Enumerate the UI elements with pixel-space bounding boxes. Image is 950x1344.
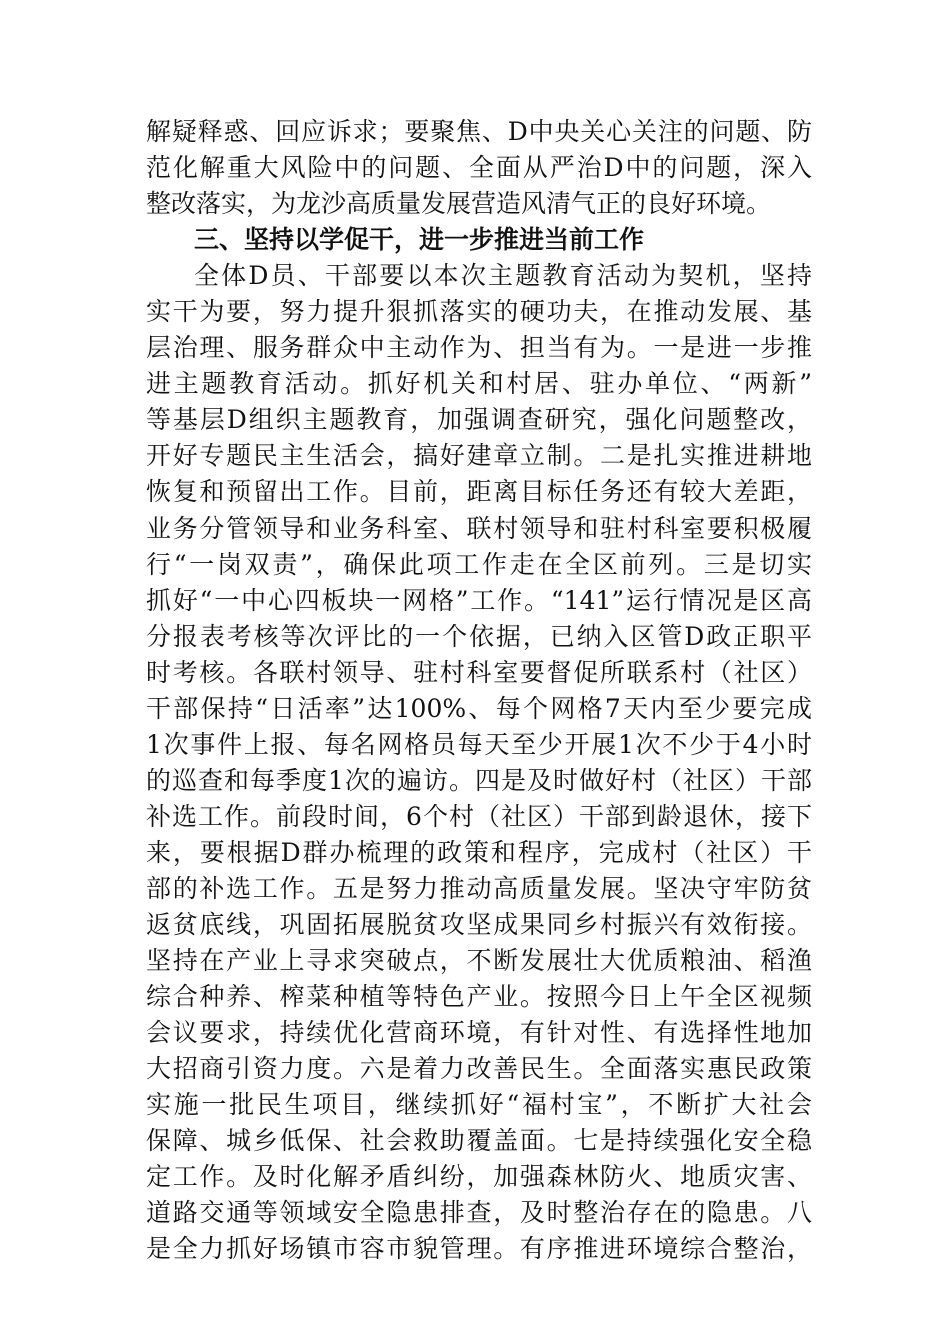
- text-line: 开好专题民主生活会，搞好建章立制。二是扎实推进耕地: [146, 441, 812, 471]
- text-line: 返贫底线，巩固拓展脱贫攻坚成果同乡村振兴有效衔接。: [146, 910, 812, 940]
- text-line: 实干为要，努力提升狠抓落实的硬功夫，在推动发展、基: [146, 297, 812, 327]
- text-line: 来，要根据D群办梳理的政策和程序，完成村（社区）干: [146, 837, 812, 867]
- text-line: 补选工作。前段时间，6个村（社区）干部到龄退休，接下: [146, 801, 812, 831]
- text-line: 定工作。及时化解矛盾纠纷，加强森林防火、地质灾害、: [146, 1162, 812, 1192]
- text-line: 行“一岗双责”，确保此项工作走在全区前列。三是切实: [146, 549, 812, 579]
- text-line: 解疑释惑、回应诉求；要聚焦、D中央关心关注的问题、防: [146, 117, 812, 146]
- text-line: 进主题教育活动。抓好机关和村居、驻办单位、“两新”: [146, 369, 812, 399]
- text-line: 业务分管领导和业务科室、联村领导和驻村科室要积极履: [146, 513, 812, 543]
- text-line: 时考核。各联村领导、驻村科室要督促所联系村（社区）: [146, 657, 812, 687]
- text-line: 道路交通等领域安全隐患排查，及时整治存在的隐患。八: [146, 1198, 812, 1228]
- section-heading: 三、坚持以学促干，进一步推进当前工作: [194, 225, 645, 255]
- text-line: 恢复和预留出工作。目前，距离目标任务还有较大差距，: [146, 477, 812, 507]
- text-line: 全体D员、干部要以本次主题教育活动为契机，坚持: [194, 261, 812, 291]
- text-line: 部的补选工作。五是努力推动高质量发展。坚决守牢防贫: [146, 873, 812, 903]
- text-line: 层治理、服务群众中主动作为、担当有为。一是进一步推: [146, 333, 812, 363]
- text-line: 分报表考核等次评比的一个依据，已纳入区管D政正职平: [146, 621, 812, 651]
- text-line: 范化解重大风险中的问题、全面从严治D中的问题，深入: [146, 153, 812, 183]
- text-line: 坚持在产业上寻求突破点，不断发展壮大优质粮油、稻渔: [146, 946, 812, 976]
- text-line: 大招商引资力度。六是着力改善民生。全面落实惠民政策: [146, 1054, 812, 1084]
- text-line: 保障、城乡低保、社会救助覆盖面。七是持续强化安全稳: [146, 1126, 812, 1156]
- text-line: 是全力抓好场镇市容市貌管理。有序推进环境综合整治，: [146, 1234, 812, 1264]
- body-text: [146, 114, 812, 1268]
- text-line: 等基层D组织主题教育，加强调查研究，强化问题整改，: [146, 405, 812, 435]
- text-line: 干部保持“日活率”达100%、每个网格7天内至少要完成: [146, 693, 812, 723]
- text-line: 整改落实，为龙沙高质量发展营造风清气正的良好环境。: [146, 189, 772, 219]
- text-line: 实施一批民生项目，继续抓好“福村宝”，不断扩大社会: [146, 1090, 812, 1120]
- text-line: 综合种养、榨菜种植等特色产业。按照今日上午全区视频: [146, 982, 812, 1012]
- text-line: 会议要求，持续优化营商环境，有针对性、有选择性地加: [146, 1018, 812, 1048]
- text-line: 的巡查和每季度1次的遍访。四是及时做好村（社区）干部: [146, 765, 812, 795]
- text-line: 1次事件上报、每名网格员每天至少开展1次不少于4小时: [146, 729, 812, 759]
- text-line: 抓好“一中心四板块一网格”工作。“141”运行情况是区高: [146, 585, 812, 615]
